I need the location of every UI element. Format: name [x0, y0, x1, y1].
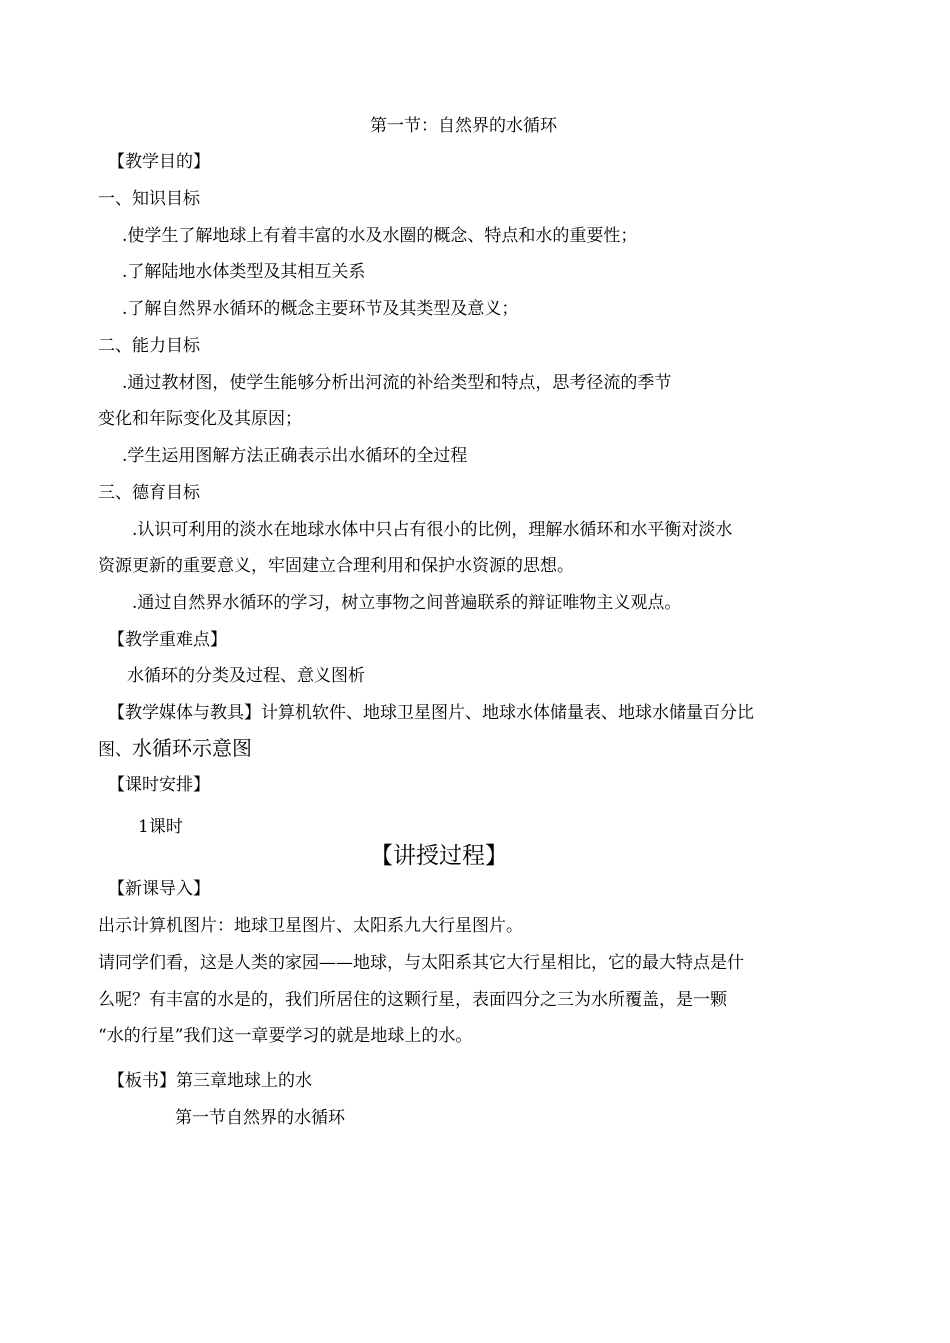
intro-line-4: “水的行星”我们这一章要学习的就是地球上的水。	[98, 1026, 473, 1046]
knowledge-item-3: .了解自然界水循环的概念主要环节及其类型及意义；	[122, 299, 519, 319]
moral-goals-heading: 三、德育目标	[98, 483, 200, 503]
key-points-heading: 【教学重难点】	[108, 630, 227, 650]
knowledge-goals-heading: 一、知识目标	[98, 189, 200, 209]
teaching-goals-heading: 【教学目的】	[108, 152, 210, 172]
page-title: 第一节：自然界的水循环	[370, 116, 557, 136]
media-line-2-prefix: 图、	[98, 740, 132, 760]
ability-item-1-line-1: .通过教材图，使学生能够分析出河流的补给类型和特点，思考径流的季节	[122, 373, 672, 393]
moral-item-2: .通过自然界水循环的学习，树立事物之间普遍联系的辩证唯物主义观点。	[132, 593, 682, 613]
media-line-2	[98, 737, 252, 761]
knowledge-item-2: .了解陆地水体类型及其相互关系	[122, 262, 366, 282]
water-cycle-diagram-label: 水循环示意图	[132, 736, 252, 760]
board-line-2: 第一节自然界的水循环	[175, 1108, 345, 1128]
intro-line-1: 出示计算机图片：地球卫星图片、太阳系九大行星图片。	[98, 916, 523, 936]
media-line-1: 【教学媒体与教具】计算机软件、地球卫星图片、地球水体储量表、地球水储量百分比	[108, 703, 754, 723]
ability-goals-heading: 二、能力目标	[98, 336, 200, 356]
board-line-1: 【板书】第三章地球上的水	[108, 1071, 312, 1091]
intro-line-3: 么呢？有丰富的水是的，我们所居住的这颗行星，表面四分之三为水所覆盖，是一颗	[98, 990, 727, 1010]
knowledge-item-1: .使学生了解地球上有着丰富的水及水圈的概念、特点和水的重要性；	[122, 226, 638, 246]
intro-heading: 【新课导入】	[108, 879, 210, 899]
moral-item-1-line-1: .认识可利用的淡水在地球水体中只占有很小的比例，理解水循环和水平衡对淡水	[132, 520, 733, 540]
ability-item-1-line-2: 变化和年际变化及其原因；	[98, 409, 302, 429]
schedule-text: 1课时	[138, 817, 183, 837]
intro-line-2: 请同学们看，这是人类的家园——地球，与太阳系其它大行星相比，它的最大特点是什	[98, 953, 744, 973]
schedule-heading: 【课时安排】	[108, 775, 210, 795]
key-points-text: 水循环的分类及过程、意义图析	[127, 666, 365, 686]
moral-item-1-line-2: 资源更新的重要意义，牢固建立合理利用和保护水资源的思想。	[98, 556, 574, 576]
process-heading: 【讲授过程】	[370, 843, 508, 869]
ability-item-2: .学生运用图解方法正确表示出水循环的全过程	[122, 446, 468, 466]
